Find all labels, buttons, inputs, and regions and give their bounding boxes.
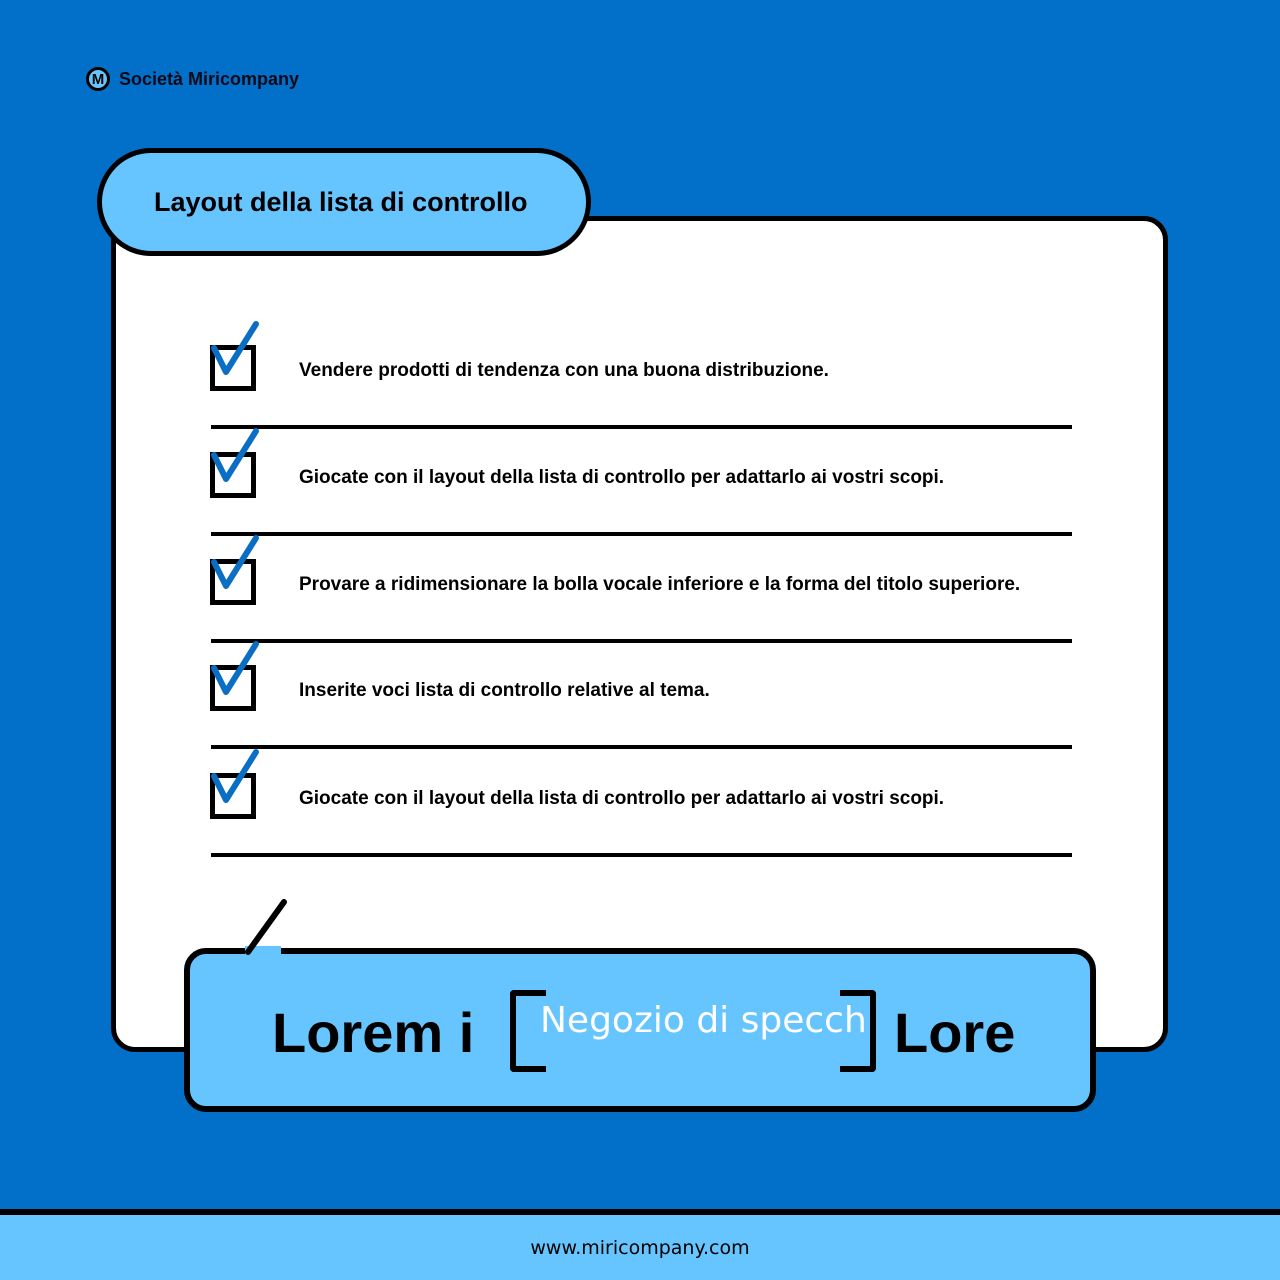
brand (86, 67, 299, 91)
checklist-item-text: Giocate con il layout della lista di controllo per adattarlo ai vostri scopi. (299, 788, 945, 809)
checklist-item (208, 750, 1072, 857)
checkmark-icon (208, 746, 264, 810)
bubble-text-right: Lore (894, 1001, 1016, 1064)
checklist-item-text: Provare a ridimensionare la bolla vocale inferiore e la forma del titolo superiore. (299, 574, 1021, 595)
checklist-item (208, 322, 1072, 429)
checklist-item (208, 429, 1072, 536)
footer-url-link[interactable]: www.miricompany.com (530, 1236, 750, 1259)
brand-name: Società Miricompany (119, 68, 300, 89)
speech-tail-icon (238, 896, 298, 958)
bubble-text-left: Lorem i (272, 1001, 475, 1064)
checkmark-icon (208, 318, 264, 382)
divider (211, 745, 1072, 749)
checklist-item (208, 642, 1072, 749)
brand-logo-icon: M (86, 67, 110, 91)
page-title: Layout della lista di controllo (154, 186, 528, 217)
checkmark-icon (208, 638, 264, 702)
checkmark-icon (208, 532, 264, 596)
checklist-item-text: Giocate con il layout della lista di controllo per adattarlo ai vostri scopi. (299, 467, 945, 488)
title-pill (97, 148, 591, 256)
bracket-text: Negozio di specchi (540, 1000, 877, 1041)
right-bracket-icon (840, 990, 876, 1072)
footer (0, 1209, 1280, 1280)
checklist-item (208, 536, 1072, 643)
checkmark-icon (208, 425, 264, 489)
divider (211, 853, 1072, 857)
checklist-item-text: Vendere prodotti di tendenza con una buona distribuzione. (299, 360, 829, 381)
checklist-item-text: Inserite voci lista di controllo relative al tema. (299, 680, 710, 701)
